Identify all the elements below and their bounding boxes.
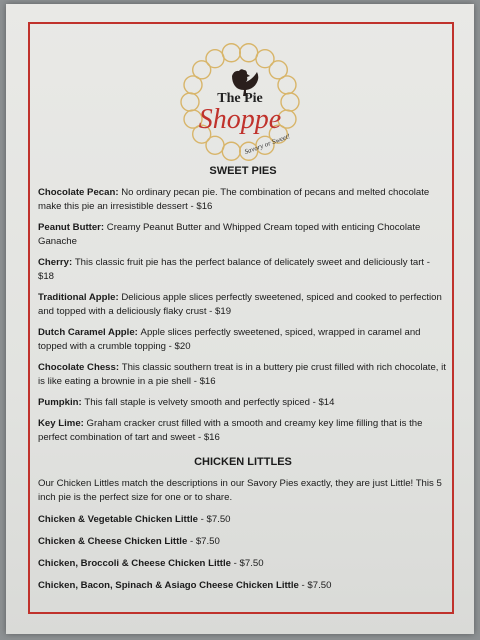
price-separator: -: [197, 514, 207, 525]
sweet-pies-list: [38, 186, 448, 445]
price-separator: -: [231, 558, 240, 569]
logo-top-text: The Pie: [217, 91, 263, 106]
sweet-pie-item: [38, 186, 448, 214]
sweet-pie-description: No ordinary pecan pie. The combination of pecans and melted chocolate make this pie an irresistible dessert - $16: [38, 187, 430, 212]
menu-content: [38, 164, 448, 601]
chicken-little-item: [38, 513, 448, 527]
sweet-pie-name: Chocolate Pecan: [38, 187, 116, 198]
scallop-arc: [181, 93, 199, 111]
name-separator: :: [115, 362, 122, 373]
logo-main-text: Shoppe: [198, 104, 282, 135]
sweet-pie-description: This fall staple is velvety smooth and perfectly spiced - $14: [84, 397, 335, 408]
chicken-littles-title: CHICKEN LITTLES: [194, 456, 292, 468]
scallop-arc: [206, 50, 224, 68]
sweet-pie-description: Graham cracker crust filled with a smooth and creamy key lime filling that is the perfect combination of tart and sweet - $16: [38, 418, 423, 443]
price-separator: -: [187, 536, 196, 547]
chicken-little-name: Chicken & Cheese Chicken Little: [38, 536, 188, 547]
chicken-little-name: Chicken, Broccoli & Cheese Chicken Little: [38, 558, 231, 569]
sweet-pie-description: Creamy Peanut Butter and Whipped Cream toped with enticing Chocolate Ganache: [38, 222, 421, 247]
sweet-pie-description: Apple slices perfectly sweetened, spiced, wrapped in caramel and topped with a crumble topping - $20: [38, 327, 421, 352]
chicken-little-name: Chicken, Bacon, Spinach & Asiago Cheese Chicken Little: [38, 580, 299, 591]
name-separator: :: [100, 222, 107, 233]
scallop-arc: [222, 44, 240, 62]
name-separator: :: [80, 418, 87, 429]
chicken-little-price: $7.50: [195, 536, 220, 547]
sweet-pie-description: This classic fruit pie has the perfect balance of delicately sweet and deliciously tart - $18: [38, 257, 430, 282]
scallop-arc: [222, 142, 240, 160]
sweet-pie-item: [38, 417, 448, 445]
sweet-pie-name: Dutch Caramel Apple: [38, 327, 135, 338]
sweet-pie-name: Traditional Apple: [38, 292, 116, 303]
chicken-little-name: Chicken & Vegetable Chicken Little: [38, 514, 198, 525]
chicken-little-item: [38, 557, 448, 571]
chicken-littles-list: [38, 513, 448, 593]
sweet-pie-item: [38, 221, 448, 249]
chicken-littles-description: Our Chicken Littles match the descriptions in our Savory Pies exactly, they are just Little! This 5 inch pie is the perfect size for one or to share.: [38, 478, 442, 503]
chicken-little-price: $7.50: [206, 514, 231, 525]
sweet-pies-title: SWEET PIES: [209, 165, 277, 177]
menu-sheet: [6, 4, 474, 634]
sweet-pie-item: [38, 396, 448, 410]
sweet-pie-name: Cherry: [38, 257, 69, 268]
chicken-little-price: $7.50: [239, 558, 264, 569]
price-separator: -: [298, 580, 308, 591]
chicken-little-item: [38, 535, 448, 549]
chicken-little-item: [38, 579, 448, 593]
sweet-pie-name: Peanut Butter: [38, 222, 101, 233]
name-separator: :: [115, 187, 122, 198]
sweet-pie-name: Chocolate Chess: [38, 362, 116, 373]
sweet-pie-item: [38, 256, 448, 284]
logo-tagline: Savory or Sweet!: [243, 132, 292, 157]
sweet-pie-item: [38, 291, 448, 319]
name-separator: :: [78, 397, 85, 408]
sweet-pie-item: [38, 361, 448, 389]
name-separator: :: [115, 292, 122, 303]
sweet-pie-item: [38, 326, 448, 354]
name-separator: :: [68, 257, 75, 268]
scallop-arc: [281, 93, 299, 111]
logo-graphic: [180, 42, 300, 162]
sweet-pie-description: This classic southern treat is in a buttery pie crust filled with rich chocolate, it is like eating a brownie in a pie shell - $16: [38, 362, 446, 387]
pie-shoppe-logo: [180, 42, 300, 162]
sweet-pie-description: Delicious apple slices perfectly sweetened, spiced and cooked to perfection and topped with a deliciously flaky crust - $19: [38, 292, 442, 317]
scallop-arc: [278, 76, 296, 94]
sweet-pie-name: Pumpkin: [38, 397, 79, 408]
sweet-pie-name: Key Lime: [38, 418, 81, 429]
name-separator: :: [134, 327, 141, 338]
chicken-little-price: $7.50: [307, 580, 332, 591]
scallop-arc: [240, 44, 258, 62]
